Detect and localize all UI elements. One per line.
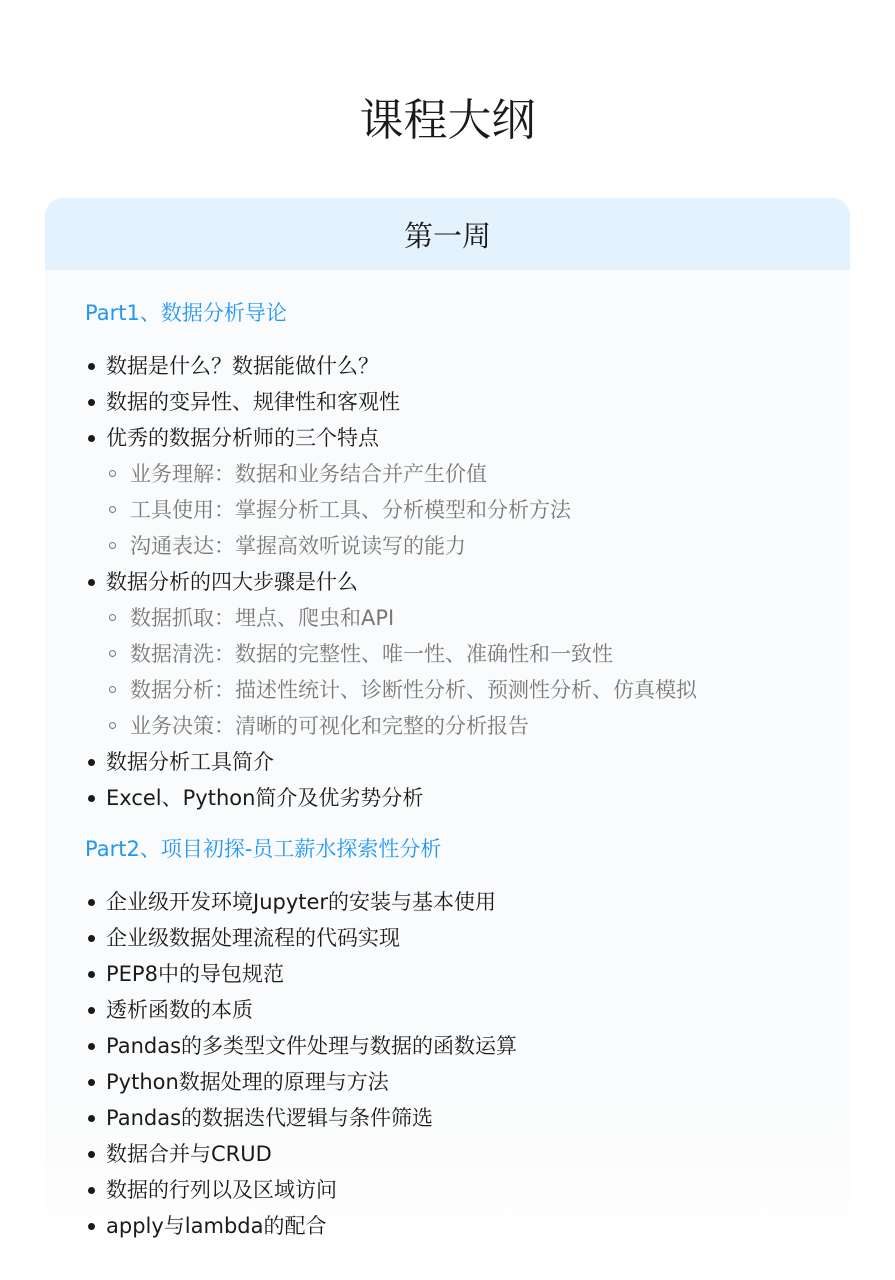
list-item [85, 884, 850, 920]
bullet-dot [88, 363, 95, 370]
list-item-text: 企业级数据处理流程的代码实现 [106, 926, 400, 950]
list-item-text: 企业级开发环境Jupyter的安装与基本使用 [106, 890, 497, 914]
sub-list-item [85, 528, 850, 564]
list-item-text: 数据的行列以及区域访问 [106, 1178, 337, 1202]
week-card [45, 198, 850, 1280]
list-item-text: 透析函数的本质 [106, 998, 253, 1022]
list-item-text: 数据分析工具简介 [106, 750, 274, 774]
part1-list [85, 348, 850, 816]
sub-item-text: 数据清洗：数据的完整性、唯一性、准确性和一致性 [130, 642, 613, 666]
list-item-text: 优秀的数据分析师的三个特点 [106, 426, 379, 450]
bullet-dot [88, 435, 95, 442]
sub-bullet-ring [109, 470, 116, 477]
sub-item-text: 数据分析：描述性统计、诊断性分析、预测性分析、仿真模拟 [130, 678, 697, 702]
list-item-text: apply与lambda的配合 [106, 1214, 327, 1238]
list-item-text: 数据的变异性、规律性和客观性 [106, 390, 400, 414]
sub-item-text: 数据抓取：埋点、爬虫和API [130, 606, 395, 630]
bullet-dot [88, 759, 95, 766]
sub-bullet-ring [109, 506, 116, 513]
bullet-dot [88, 399, 95, 406]
bullet-dot [88, 935, 95, 942]
list-item [85, 744, 850, 780]
sub-list-item [85, 492, 850, 528]
list-item [85, 1100, 850, 1136]
list-item-text: Pandas的多类型文件处理与数据的函数运算 [106, 1034, 518, 1058]
list-item [85, 780, 850, 816]
sub-item-text: 业务理解：数据和业务结合并产生价值 [130, 462, 487, 486]
sub-bullet-ring [109, 686, 116, 693]
card-body [45, 270, 850, 1244]
week-title: 第一周 [403, 218, 491, 253]
part2-title: Part2、项目初探-员工薪水探索性分析 [85, 837, 442, 861]
sub-list-item [85, 600, 850, 636]
list-item-text: 数据分析的四大步骤是什么 [106, 570, 358, 594]
bullet-dot [88, 795, 95, 802]
part2-list [85, 884, 850, 1244]
sub-list-item [85, 708, 850, 744]
list-item-text: PEP8中的导包规范 [106, 962, 284, 986]
bullet-dot [88, 1079, 95, 1086]
sub-list-item [85, 636, 850, 672]
week-header [45, 198, 850, 270]
list-item [85, 992, 850, 1028]
list-item [85, 348, 850, 384]
sub-bullet-ring [109, 542, 116, 549]
list-item [85, 956, 850, 992]
list-item-text: Excel、Python简介及优劣势分析 [106, 786, 424, 810]
bullet-dot [88, 971, 95, 978]
list-item-text: 数据合并与CRUD [106, 1142, 272, 1166]
list-item [85, 1136, 850, 1172]
sub-item-text: 沟通表达：掌握高效听说读写的能力 [130, 534, 466, 558]
sub-bullet-ring [109, 614, 116, 621]
part1-title: Part1、数据分析导论 [85, 301, 287, 325]
sub-list-item [85, 456, 850, 492]
list-item [85, 1028, 850, 1064]
sub-bullet-ring [109, 650, 116, 657]
sub-list-item [85, 672, 850, 708]
list-item [85, 1208, 850, 1244]
sub-bullet-ring [109, 722, 116, 729]
page-title: 课程大纲 [359, 95, 536, 146]
list-item [85, 920, 850, 956]
bullet-dot [88, 1223, 95, 1230]
list-item [85, 564, 850, 600]
bullet-dot [88, 1007, 95, 1014]
list-item-text: Python数据处理的原理与方法 [106, 1070, 389, 1094]
list-item-text: Pandas的数据迭代逻辑与条件筛选 [106, 1106, 434, 1130]
bullet-dot [88, 1115, 95, 1122]
bullet-dot [88, 1187, 95, 1194]
list-item [85, 1064, 850, 1100]
sub-item-text: 工具使用：掌握分析工具、分析模型和分析方法 [130, 498, 571, 522]
list-item [85, 384, 850, 420]
list-item [85, 1172, 850, 1208]
sub-item-text: 业务决策：清晰的可视化和完整的分析报告 [130, 714, 529, 738]
bullet-dot [88, 1043, 95, 1050]
bullet-dot [88, 579, 95, 586]
bullet-dot [88, 1151, 95, 1158]
bullet-dot [88, 899, 95, 906]
list-item [85, 420, 850, 456]
list-item-text: 数据是什么？数据能做什么？ [106, 354, 379, 378]
